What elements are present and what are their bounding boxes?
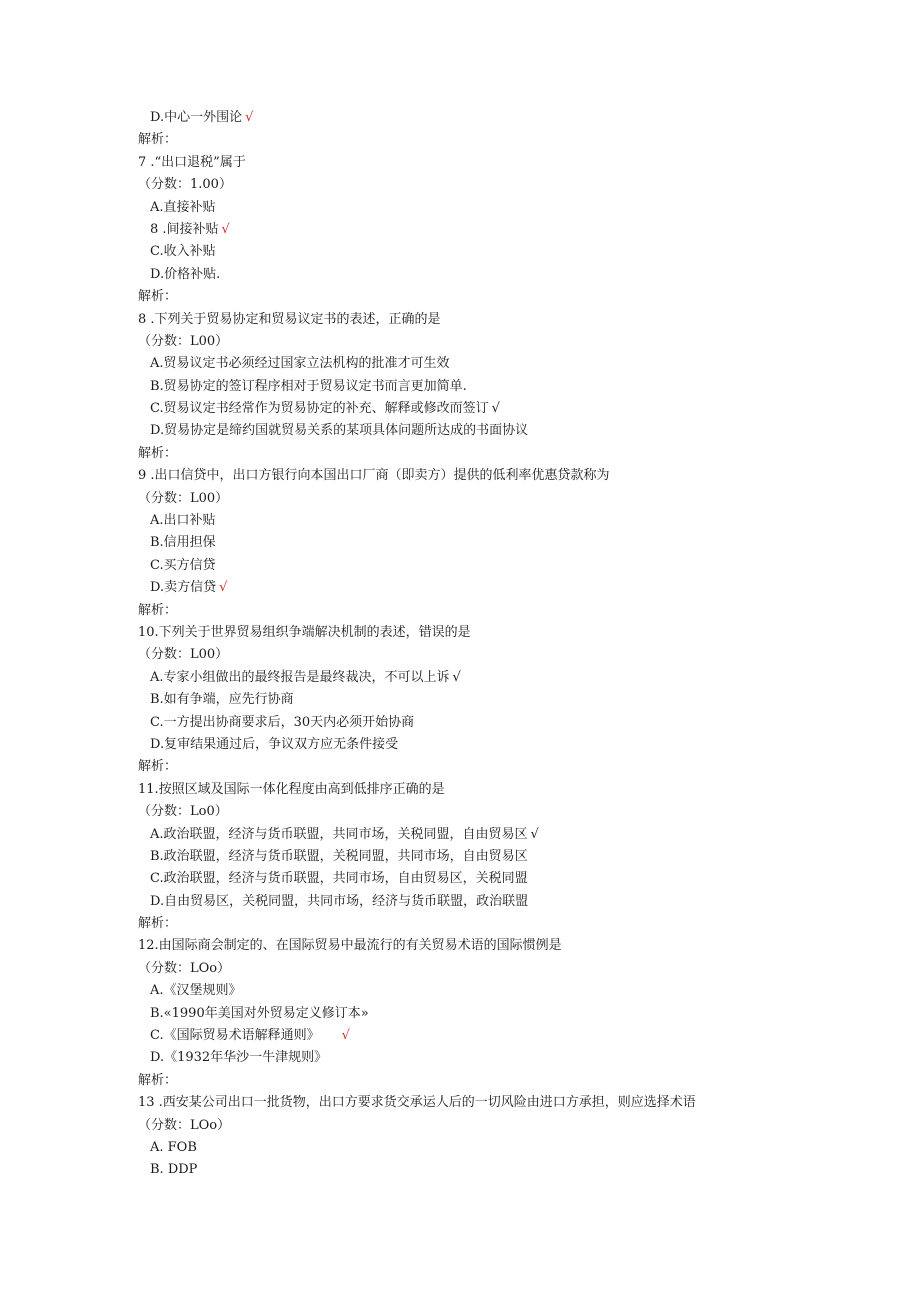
score-line [0, 1115, 920, 1137]
answer-option [0, 667, 920, 689]
answer-option [0, 219, 920, 241]
answer-option-text: A.政治联盟，经济与货币联盟，共同市场，关税同盟，自由贸易区 [150, 826, 528, 842]
answer-option [0, 1137, 920, 1159]
question-stem-text: 7 .“出口退税”属于 [138, 154, 246, 170]
analysis-label [0, 443, 920, 465]
answer-option [0, 577, 920, 599]
analysis-label [0, 286, 920, 308]
score-line-text: （分数：LOo） [138, 960, 231, 976]
answer-option [0, 555, 920, 577]
score-line [0, 331, 920, 353]
answer-option-text: A.《汉堡规则》 [150, 983, 242, 999]
question-stem-text: 9 .出口信贷中，出口方银行向本国出口厂商（即卖方）提供的低利率优惠贷款称为 [138, 468, 610, 484]
answer-option [0, 1003, 920, 1025]
answer-option [0, 1159, 920, 1181]
score-line [0, 644, 920, 666]
score-line [0, 958, 920, 980]
answer-option [0, 980, 920, 1002]
question-stem-text: 13 .西安某公司出口一批货物，出口方要求货交承运人后的一切风险由进口方承担，则应选择术语 [138, 1095, 696, 1111]
analysis-label-text: 解析： [138, 1072, 178, 1088]
correct-answer-check-icon: √ [341, 1028, 350, 1044]
answer-option [0, 420, 920, 442]
answer-option-text: D.价格补贴. [150, 266, 221, 282]
answer-option-text: B.信用担保 [150, 535, 216, 551]
question-stem [0, 152, 920, 174]
answer-option [0, 107, 920, 129]
answer-option [0, 353, 920, 375]
answer-option [0, 376, 920, 398]
question-stem [0, 622, 920, 644]
answer-option-text: B.政治联盟，经济与货币联盟，关税同盟，共同市场，自由贸易区 [150, 848, 528, 864]
question-stem-text: 12.由国际商会制定的、在国际贸易中最流行的有关贸易术语的国际惯例是 [138, 938, 562, 954]
analysis-label-text: 解析： [138, 759, 178, 775]
answer-option [0, 824, 920, 846]
answer-option-text: D.自由贸易区，关税同盟，共同市场，经济与货币联盟，政治联盟 [150, 893, 529, 909]
question-stem [0, 465, 920, 487]
answer-option [0, 510, 920, 532]
answer-option [0, 398, 920, 420]
answer-option-text: A.出口补贴 [150, 513, 216, 529]
question-stem [0, 309, 920, 331]
answer-option [0, 197, 920, 219]
question-stem [0, 935, 920, 957]
answer-option [0, 712, 920, 734]
score-line-text: （分数：Lo0） [138, 804, 228, 820]
answer-option [0, 868, 920, 890]
answer-option-text: C.《国际贸易术语解释通则》 [150, 1028, 320, 1044]
answer-option-text: C.收入补贴 [150, 244, 216, 260]
analysis-label-text: 解析： [138, 289, 178, 305]
answer-option [0, 1025, 920, 1047]
question-stem-text: 10.下列关于世界贸易组织争端解决机制的表述，错误的是 [138, 624, 471, 640]
answer-option-text: 8 .间接补贴 [150, 221, 219, 237]
answer-option-text: D.复审结果通过后，争议双方应无条件接受 [150, 736, 399, 752]
analysis-label-text: 解析： [138, 916, 178, 932]
score-line-text: （分数：L00） [138, 333, 229, 349]
correct-answer-check-icon: √ [219, 580, 228, 596]
score-line [0, 801, 920, 823]
answer-option-text: B.贸易协定的签订程序相对于贸易议定书而言更加简单. [150, 378, 467, 394]
question-stem [0, 779, 920, 801]
analysis-label [0, 129, 920, 151]
analysis-label [0, 600, 920, 622]
correct-answer-check-icon: √ [452, 669, 461, 685]
question-stem-text: 11.按照区域及国际一体化程度由高到低排序正确的是 [138, 781, 445, 797]
answer-option-text: D.卖方信贷 [150, 580, 217, 596]
answer-option-text: C.政治联盟，经济与货币联盟，共同市场，自由贸易区，关税同盟 [150, 871, 528, 887]
analysis-label [0, 913, 920, 935]
correct-answer-check-icon: √ [530, 826, 539, 842]
answer-option-text: B. DDP [150, 1162, 198, 1178]
score-line-text: （分数：1.00） [138, 177, 232, 193]
answer-option-text: C.一方提出协商要求后，30天内必须开始协商 [150, 714, 415, 730]
score-line [0, 174, 920, 196]
exam-document [0, 107, 920, 1182]
score-line-text: （分数：L00） [138, 647, 229, 663]
answer-option-text: D.《1932年华沙一牛津规则》 [150, 1050, 328, 1066]
correct-answer-check-icon: √ [245, 110, 254, 125]
answer-option-text: A.贸易议定书必须经过国家立法机构的批准才可生效 [150, 356, 450, 372]
analysis-label [0, 1070, 920, 1092]
analysis-label-text: 解析： [138, 132, 178, 148]
answer-option [0, 689, 920, 711]
answer-option [0, 264, 920, 286]
answer-option [0, 1047, 920, 1069]
answer-option-text: A.专家小组做出的最终报告是最终裁决，不可以上诉 [150, 669, 450, 685]
answer-option [0, 891, 920, 913]
answer-option-text: C.买方信贷 [150, 557, 216, 573]
answer-option [0, 734, 920, 756]
answer-option-text: D.中心一外围论 [150, 110, 243, 125]
correct-answer-check-icon: √ [221, 221, 230, 237]
answer-option [0, 241, 920, 263]
answer-option-text: D.贸易协定是缔约国就贸易关系的某项具体问题所达成的书面协议 [150, 423, 529, 439]
answer-option-text: B.如有争端，应先行协商 [150, 692, 294, 708]
answer-option-text: A.直接补贴 [150, 199, 216, 215]
score-line-text: （分数：L00） [138, 490, 229, 506]
answer-option-text: B.«1990年美国对外贸易定义修订本» [150, 1005, 369, 1021]
analysis-label [0, 756, 920, 778]
answer-option-text: C.贸易议定书经常作为贸易协定的补充、解释或修改而签订 [150, 401, 489, 417]
score-line-text: （分数：LOo） [138, 1117, 231, 1133]
analysis-label-text: 解析： [138, 602, 178, 618]
answer-option [0, 846, 920, 868]
score-line [0, 488, 920, 510]
question-stem [0, 1092, 920, 1114]
question-stem-text: 8 .下列关于贸易协定和贸易议定书的表述，正确的是 [138, 311, 441, 327]
correct-answer-check-icon: √ [491, 401, 500, 417]
answer-option-text: A. FOB [150, 1139, 197, 1155]
analysis-label-text: 解析： [138, 445, 178, 461]
answer-option [0, 532, 920, 554]
